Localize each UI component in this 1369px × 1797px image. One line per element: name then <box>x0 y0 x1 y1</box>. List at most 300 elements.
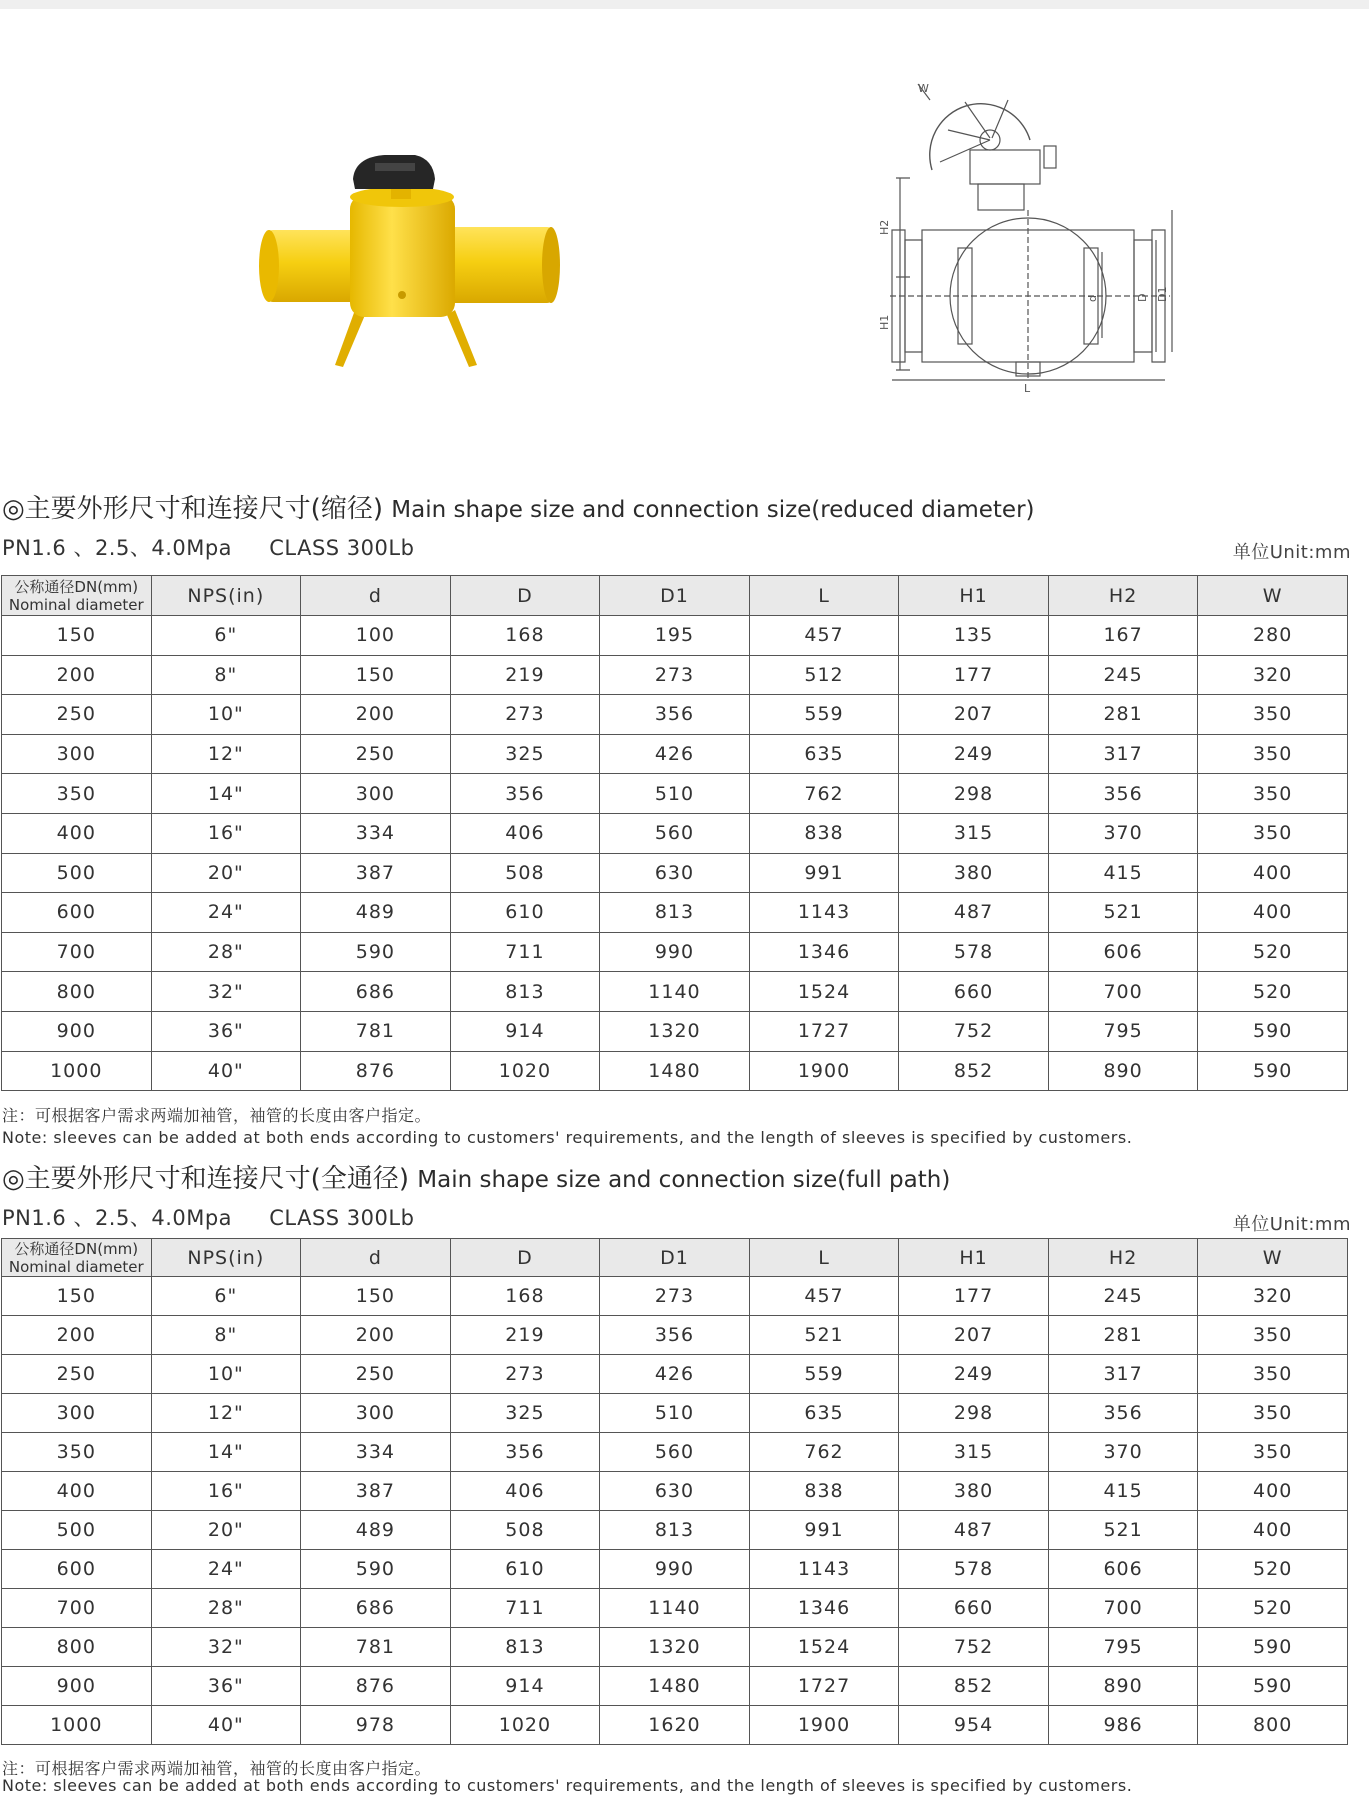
table-cell: 356 <box>450 774 600 814</box>
table-cell: 167 <box>1048 616 1198 656</box>
table-cell: 508 <box>450 1511 600 1550</box>
gearbox-outline <box>970 150 1040 184</box>
table-cell: 954 <box>899 1706 1049 1745</box>
table-cell: 914 <box>450 1667 600 1706</box>
table-cell: 177 <box>899 655 1049 695</box>
table-cell: 590 <box>1198 1011 1348 1051</box>
table-cell: 298 <box>899 774 1049 814</box>
table-cell: 762 <box>749 774 899 814</box>
table-cell: 380 <box>899 1472 1049 1511</box>
table-row <box>2 1628 1348 1667</box>
table-cell: 781 <box>301 1011 451 1051</box>
table-cell: 350 <box>1198 1433 1348 1472</box>
table-row <box>2 1667 1348 1706</box>
h-dims <box>896 178 910 370</box>
table-header-row <box>2 1239 1348 1277</box>
header-h1: H1 <box>899 1239 1049 1277</box>
table-cell: 1524 <box>749 1628 899 1667</box>
table-cell: 590 <box>1198 1051 1348 1091</box>
table-cell: 1143 <box>749 1550 899 1589</box>
table-cell: 635 <box>749 734 899 774</box>
header-dn <box>2 1239 152 1277</box>
table-row <box>2 1355 1348 1394</box>
table-cell: 1143 <box>749 893 899 933</box>
table-cell: 315 <box>899 813 1049 853</box>
table-cell: 250 <box>2 1355 152 1394</box>
table-cell: 16" <box>151 1472 301 1511</box>
table-cell: 800 <box>1198 1706 1348 1745</box>
table-cell: 400 <box>1198 1472 1348 1511</box>
section-2-title-cn: ◎主要外形尺寸和连接尺寸(全通径) <box>2 1164 409 1194</box>
table-cell: 150 <box>2 1277 152 1316</box>
table-cell: 300 <box>301 774 451 814</box>
section-2-unit: 单位Unit:mm <box>1232 1214 1351 1235</box>
table-cell: 219 <box>450 655 600 695</box>
table-cell: 1480 <box>600 1051 750 1091</box>
header-d: d <box>301 1239 451 1277</box>
table-cell: 600 <box>2 1550 152 1589</box>
table-cell: 610 <box>450 893 600 933</box>
table-cell: 24" <box>151 893 301 933</box>
table-cell: 250 <box>2 695 152 735</box>
header-d: D <box>450 576 600 616</box>
table-cell: 40" <box>151 1051 301 1091</box>
table-cell: 520 <box>1198 1589 1348 1628</box>
table-cell: 1346 <box>749 1589 899 1628</box>
table-cell: 487 <box>899 1511 1049 1550</box>
table-row <box>2 695 1348 735</box>
gearbox-side <box>1044 146 1056 168</box>
dimension-table-reduced <box>1 575 1348 1091</box>
table-cell: 249 <box>899 1355 1049 1394</box>
table-cell: 500 <box>2 853 152 893</box>
table-cell: 630 <box>600 853 750 893</box>
table-cell: 28" <box>151 932 301 972</box>
table-cell: 200 <box>301 695 451 735</box>
table-cell: 686 <box>301 972 451 1012</box>
table-cell: 350 <box>1198 695 1348 735</box>
table-row <box>2 1550 1348 1589</box>
table-cell: 298 <box>899 1394 1049 1433</box>
table-cell: 520 <box>1198 972 1348 1012</box>
table-cell: 426 <box>600 734 750 774</box>
table-cell: 14" <box>151 1433 301 1472</box>
table-cell: 280 <box>1198 616 1348 656</box>
table-cell: 630 <box>600 1472 750 1511</box>
table-cell: 168 <box>450 1277 600 1316</box>
table-cell: 16" <box>151 813 301 853</box>
table-cell: 781 <box>301 1628 451 1667</box>
table-cell: 838 <box>749 1472 899 1511</box>
table-cell: 273 <box>600 1277 750 1316</box>
header-dn-cn: 公称通径DN(mm) <box>14 577 139 596</box>
table-cell: 325 <box>450 1394 600 1433</box>
table-cell: 711 <box>450 932 600 972</box>
table-cell: 300 <box>2 734 152 774</box>
table-cell: 406 <box>450 1472 600 1511</box>
table-row <box>2 655 1348 695</box>
table-cell: 986 <box>1048 1706 1198 1745</box>
table-cell: 795 <box>1048 1628 1198 1667</box>
valve-pipe-right <box>445 227 553 303</box>
table-cell: 400 <box>2 1472 152 1511</box>
table-cell: 606 <box>1048 1550 1198 1589</box>
table-cell: 510 <box>600 774 750 814</box>
table-cell: 24" <box>151 1550 301 1589</box>
valve-pipe-left-end <box>259 230 279 302</box>
table-cell: 387 <box>301 1472 451 1511</box>
section-1-unit: 单位Unit:mm <box>1232 542 1351 563</box>
gearbox <box>353 155 435 189</box>
table-cell: 813 <box>450 972 600 1012</box>
table-cell: 380 <box>899 853 1049 893</box>
table-cell: 387 <box>301 853 451 893</box>
table-cell: 686 <box>301 1589 451 1628</box>
section-2-title-en: Main shape size and connection size(full path) <box>417 1167 951 1193</box>
table-cell: 813 <box>450 1628 600 1667</box>
table-cell: 489 <box>301 893 451 933</box>
table-cell: 1140 <box>600 1589 750 1628</box>
table-cell: 317 <box>1048 734 1198 774</box>
table-cell: 250 <box>301 1355 451 1394</box>
table-row <box>2 1051 1348 1091</box>
table-cell: 590 <box>1198 1667 1348 1706</box>
table-cell: 876 <box>301 1667 451 1706</box>
table-cell: 249 <box>899 734 1049 774</box>
table-cell: 590 <box>301 932 451 972</box>
table-cell: 14" <box>151 774 301 814</box>
table-cell: 273 <box>600 655 750 695</box>
table-cell: 400 <box>2 813 152 853</box>
table-cell: 350 <box>1198 813 1348 853</box>
table-cell: 150 <box>2 616 152 656</box>
table-row <box>2 813 1348 853</box>
section-1-pressure-value: PN1.6 、2.5、4.0Mpa <box>2 536 233 560</box>
table-cell: 334 <box>301 813 451 853</box>
table-cell: 762 <box>749 1433 899 1472</box>
table-cell: 990 <box>600 1550 750 1589</box>
table-cell: 315 <box>899 1433 1049 1472</box>
table-cell: 8" <box>151 655 301 695</box>
label-h1: H1 <box>878 314 891 330</box>
valve-dimension-drawing <box>870 80 1190 445</box>
valve-leg-right <box>447 310 477 367</box>
table-cell: 245 <box>1048 655 1198 695</box>
table-cell: 1620 <box>600 1706 750 1745</box>
table-cell: 1020 <box>450 1706 600 1745</box>
table-cell: 350 <box>2 774 152 814</box>
table-row <box>2 616 1348 656</box>
header-l: L <box>749 1239 899 1277</box>
header-dn-cn: 公称通径DN(mm) <box>14 1239 139 1258</box>
table-cell: 876 <box>301 1051 451 1091</box>
table-cell: 590 <box>301 1550 451 1589</box>
table-cell: 500 <box>2 1511 152 1550</box>
label-w: W <box>918 82 929 95</box>
table-cell: 356 <box>450 1433 600 1472</box>
header-nps-in: NPS(in) <box>151 1239 301 1277</box>
table-cell: 978 <box>301 1706 451 1745</box>
table-cell: 1727 <box>749 1667 899 1706</box>
header-h1: H1 <box>899 576 1049 616</box>
table-cell: 457 <box>749 1277 899 1316</box>
table-cell: 1900 <box>749 1706 899 1745</box>
table-cell: 100 <box>301 616 451 656</box>
table-cell: 1524 <box>749 972 899 1012</box>
table-cell: 40" <box>151 1706 301 1745</box>
table-cell: 560 <box>600 813 750 853</box>
table-cell: 150 <box>301 655 451 695</box>
section-1-class: CLASS 300Lb <box>269 536 415 560</box>
table-row <box>2 1589 1348 1628</box>
table-cell: 578 <box>899 1550 1049 1589</box>
table-cell: 890 <box>1048 1667 1198 1706</box>
table-row <box>2 972 1348 1012</box>
table-cell: 521 <box>1048 1511 1198 1550</box>
table-cell: 200 <box>2 1316 152 1355</box>
table-cell: 135 <box>899 616 1049 656</box>
header-w: W <box>1198 576 1348 616</box>
table-cell: 521 <box>749 1316 899 1355</box>
table-cell: 560 <box>600 1433 750 1472</box>
header-d1: D1 <box>600 1239 750 1277</box>
header-l: L <box>749 576 899 616</box>
table-cell: 370 <box>1048 1433 1198 1472</box>
table-cell: 813 <box>600 1511 750 1550</box>
table-cell: 457 <box>749 616 899 656</box>
table-cell: 350 <box>1198 1316 1348 1355</box>
table-header-row <box>2 576 1348 616</box>
table-cell: 350 <box>1198 734 1348 774</box>
table-cell: 415 <box>1048 853 1198 893</box>
table-cell: 10" <box>151 695 301 735</box>
table-cell: 370 <box>1048 813 1198 853</box>
table-cell: 1346 <box>749 932 899 972</box>
section-1-note-cn: 注：可根据客户需求两端加袖管，袖管的长度由客户指定。 <box>2 1106 432 1125</box>
table-cell: 350 <box>1198 1355 1348 1394</box>
table-cell: 400 <box>1198 893 1348 933</box>
table-cell: 489 <box>301 1511 451 1550</box>
table-cell: 635 <box>749 1394 899 1433</box>
table-cell: 700 <box>1048 1589 1198 1628</box>
table-cell: 20" <box>151 1511 301 1550</box>
table-row <box>2 932 1348 972</box>
table-row <box>2 734 1348 774</box>
table-cell: 991 <box>749 853 899 893</box>
table-cell: 356 <box>600 695 750 735</box>
table-cell: 521 <box>1048 893 1198 933</box>
table-cell: 795 <box>1048 1011 1198 1051</box>
table-cell: 356 <box>600 1316 750 1355</box>
table-cell: 660 <box>899 972 1049 1012</box>
table-row <box>2 1472 1348 1511</box>
table-cell: 606 <box>1048 932 1198 972</box>
table-cell: 28" <box>151 1589 301 1628</box>
section-2-class: CLASS 300Lb <box>269 1206 415 1230</box>
table-cell: 273 <box>450 1355 600 1394</box>
table-cell: 20" <box>151 853 301 893</box>
table-cell: 415 <box>1048 1472 1198 1511</box>
table-cell: 508 <box>450 853 600 893</box>
table-cell: 1020 <box>450 1051 600 1091</box>
table-row <box>2 1277 1348 1316</box>
table-row <box>2 1433 1348 1472</box>
bonnet <box>978 184 1024 210</box>
table-cell: 1000 <box>2 1706 152 1745</box>
header-h2: H2 <box>1048 1239 1198 1277</box>
d-dims <box>1102 210 1172 352</box>
header-d: d <box>301 576 451 616</box>
table-cell: 406 <box>450 813 600 853</box>
table-cell: 559 <box>749 695 899 735</box>
table-row <box>2 853 1348 893</box>
table-cell: 400 <box>1198 853 1348 893</box>
header-w: W <box>1198 1239 1348 1277</box>
section-2-pressure-value: PN1.6 、2.5、4.0Mpa <box>2 1206 233 1230</box>
table-cell: 6" <box>151 616 301 656</box>
table-cell: 245 <box>1048 1277 1198 1316</box>
table-cell: 1320 <box>600 1628 750 1667</box>
header-nps-in: NPS(in) <box>151 576 301 616</box>
gearbox-cap <box>375 163 415 171</box>
table-row <box>2 1394 1348 1433</box>
table-cell: 990 <box>600 932 750 972</box>
table-cell: 800 <box>2 1628 152 1667</box>
table-cell: 600 <box>2 893 152 933</box>
section-2-note-en: Note: sleeves can be added at both ends according to customers' requirements, and the length of sleeves is specified by customers. <box>2 1776 1133 1795</box>
table-cell: 1480 <box>600 1667 750 1706</box>
table-row <box>2 1511 1348 1550</box>
section-1-pressure <box>2 532 414 562</box>
table-cell: 6" <box>151 1277 301 1316</box>
table-cell: 150 <box>301 1277 451 1316</box>
table-cell: 320 <box>1198 655 1348 695</box>
table-cell: 1140 <box>600 972 750 1012</box>
table-cell: 10" <box>151 1355 301 1394</box>
handwheel-spokes <box>940 100 1008 162</box>
section-1-title <box>2 488 1035 525</box>
header-d1: D1 <box>600 576 750 616</box>
header-h2: H2 <box>1048 576 1198 616</box>
table-row <box>2 893 1348 933</box>
table-row <box>2 774 1348 814</box>
valve-pipe-right-end <box>542 227 560 303</box>
table-cell: 300 <box>2 1394 152 1433</box>
table-cell: 32" <box>151 1628 301 1667</box>
label-d-small: d <box>1086 295 1099 302</box>
table-cell: 900 <box>2 1011 152 1051</box>
table-cell: 991 <box>749 1511 899 1550</box>
table-cell: 510 <box>600 1394 750 1433</box>
table-cell: 1900 <box>749 1051 899 1091</box>
table-cell: 207 <box>899 1316 1049 1355</box>
section-2-pressure <box>2 1202 414 1232</box>
table-cell: 320 <box>1198 1277 1348 1316</box>
section-1-note-en: Note: sleeves can be added at both ends according to customers' requirements, and the length of sleeves is specified by customers. <box>2 1128 1133 1147</box>
label-d-big: D <box>1136 293 1149 302</box>
table-cell: 700 <box>1048 972 1198 1012</box>
table-cell: 1320 <box>600 1011 750 1051</box>
table-row <box>2 1316 1348 1355</box>
table-cell: 36" <box>151 1011 301 1051</box>
table-cell: 487 <box>899 893 1049 933</box>
header-dn-en: Nominal diameter <box>8 595 144 614</box>
table-cell: 426 <box>600 1355 750 1394</box>
table-cell: 8" <box>151 1316 301 1355</box>
table-cell: 559 <box>749 1355 899 1394</box>
label-l: L <box>1024 382 1031 395</box>
label-d1: D1 <box>1156 286 1169 302</box>
table-cell: 350 <box>2 1433 152 1472</box>
table-cell: 711 <box>450 1589 600 1628</box>
label-h2: H2 <box>878 219 891 235</box>
table-cell: 1000 <box>2 1051 152 1091</box>
table-cell: 356 <box>1048 774 1198 814</box>
header-dn <box>2 576 152 616</box>
table-cell: 752 <box>899 1011 1049 1051</box>
table-cell: 281 <box>1048 695 1198 735</box>
table-cell: 520 <box>1198 1550 1348 1589</box>
table-cell: 317 <box>1048 1355 1198 1394</box>
section-1-title-cn: ◎主要外形尺寸和连接尺寸(缩径) <box>2 494 383 524</box>
table-cell: 590 <box>1198 1628 1348 1667</box>
table-cell: 200 <box>301 1316 451 1355</box>
table-cell: 219 <box>450 1316 600 1355</box>
table-cell: 512 <box>749 655 899 695</box>
table-cell: 838 <box>749 813 899 853</box>
header-dn-en: Nominal diameter <box>8 1257 144 1276</box>
table-cell: 168 <box>450 616 600 656</box>
table-cell: 660 <box>899 1589 1049 1628</box>
table-cell: 852 <box>899 1667 1049 1706</box>
table-cell: 207 <box>899 695 1049 735</box>
table-cell: 12" <box>151 1394 301 1433</box>
table-cell: 356 <box>1048 1394 1198 1433</box>
section-2-title <box>2 1158 950 1195</box>
table-cell: 700 <box>2 1589 152 1628</box>
header-d: D <box>450 1239 600 1277</box>
table-cell: 195 <box>600 616 750 656</box>
table-cell: 177 <box>899 1277 1049 1316</box>
valve-leg-left <box>335 310 365 367</box>
table-cell: 578 <box>899 932 1049 972</box>
section-2-note-cn: 注：可根据客户需求两端加袖管，袖管的长度由客户指定。 <box>2 1759 432 1778</box>
table-cell: 752 <box>899 1628 1049 1667</box>
table-cell: 200 <box>2 655 152 695</box>
table-cell: 1727 <box>749 1011 899 1051</box>
table-cell: 36" <box>151 1667 301 1706</box>
table-cell: 32" <box>151 972 301 1012</box>
table-cell: 800 <box>2 972 152 1012</box>
table-cell: 350 <box>1198 774 1348 814</box>
table-row <box>2 1011 1348 1051</box>
table-cell: 281 <box>1048 1316 1198 1355</box>
table-cell: 400 <box>1198 1511 1348 1550</box>
table-cell: 334 <box>301 1433 451 1472</box>
table-cell: 520 <box>1198 932 1348 972</box>
table-cell: 813 <box>600 893 750 933</box>
table-cell: 700 <box>2 932 152 972</box>
table-cell: 914 <box>450 1011 600 1051</box>
valve-product-photo <box>255 145 600 380</box>
section-1-title-en: Main shape size and connection size(reduced diameter) <box>391 497 1035 523</box>
table-cell: 273 <box>450 695 600 735</box>
table-row <box>2 1706 1348 1745</box>
table-cell: 610 <box>450 1550 600 1589</box>
table-cell: 900 <box>2 1667 152 1706</box>
table-cell: 852 <box>899 1051 1049 1091</box>
drain-plug <box>398 291 406 299</box>
